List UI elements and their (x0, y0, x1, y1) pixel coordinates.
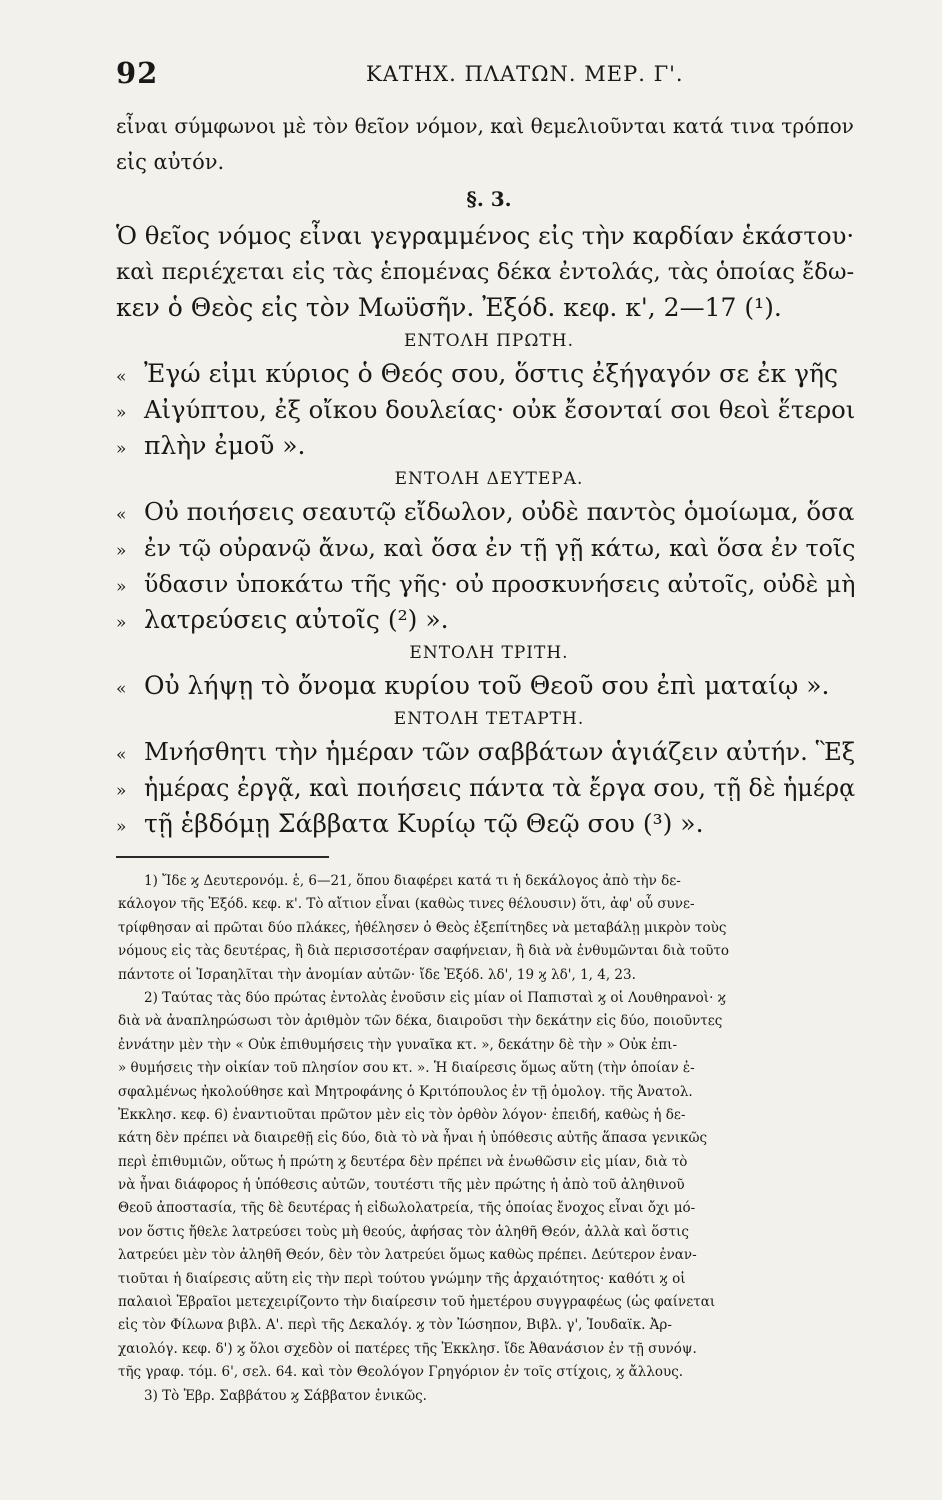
footnote-line: τιοῦται ἡ διαίρεσις αὕτη εἰς τὴν περὶ τούτου γνώμην τῆς ἀρχαιότητος· καθότι ϗ οἱ (118, 1270, 686, 1287)
commandment-line (116, 770, 862, 806)
commandment-line (116, 392, 862, 428)
footnote-line: τρίφθησαν αἱ πρῶται δύο πλάκες, ἠθέλησεν ὁ Θεὸς ἐξεπίτηδες νὰ μεταβάλῃ μικρὸν τοὺς (118, 919, 727, 936)
section-text-line: Ὁ θεῖος νόμος εἶναι γεγραμμένος εἰς τὴν καρδίαν ἑκάστου· (116, 221, 855, 250)
footnote-line: 2) Ταύτας τὰς δύο πρώτας ἐντολὰς ἑνοῦσιν εἰς μίαν οἱ Παπισταὶ ϗ οἱ Λουθηρανοὶ· ϗ (144, 989, 727, 1006)
footnote-line: περὶ ἐπιθυμιῶν, οὕτως ἡ πρώτη ϗ δευτέρα δὲν πρέπει νὰ ἑνωθῶσιν εἰς μίαν, διὰ τὸ (118, 1153, 688, 1170)
commandment-line (116, 356, 862, 392)
footnote-line: Θεοῦ ἀποστασία, τῆς δὲ δευτέρας ἡ εἰδωλολατρεία, τῆς ὁποίας ἔνοχος εἶναι ὄχι μό- (118, 1200, 696, 1217)
commandment-line (116, 734, 862, 770)
footnote-line: νὰ ἦναι διάφορος ἡ ὑπόθεσις αὐτῶν, τουτέστι τῆς μὲν πρώτης ἡ ἀπὸ τοῦ ἀληθινοῦ (118, 1177, 685, 1194)
quote-mark: » (116, 577, 127, 597)
commandment-line (116, 428, 862, 464)
quote-mark: » (116, 613, 127, 633)
commandment-heading: ΕΝΤΟΛΗ ΤΡΙΤΗ. (409, 643, 569, 663)
footnote-line: διὰ νὰ ἀναπληρώσωσι τὸν ἀριθμὸν τῶν δέκα, διαιροῦσι τὴν δεκάτην εἰς δύο, ποιοῦντες (118, 1013, 723, 1030)
page-number: 92 (116, 56, 159, 90)
footnote-line: πάντοτε οἱ Ἰσραηλῖται τὴν ἀνομίαν αὐτῶν· ἴδε Ἐξόδ. λδ', 19 ϗ λδ', 1, 4, 23. (118, 966, 636, 983)
footnote-line: νόμους εἰς τὰς δευτέρας, ἢ διὰ περισσοτέραν σαφήνειαν, ἢ διὰ νὰ ἐνθυμῶνται διὰ τοῦτο (118, 943, 730, 960)
section-number: §. 3. (466, 187, 512, 211)
quote-mark: » (116, 817, 127, 837)
footnote-line: 1) Ἴδε ϗ Δευτερονόμ. ἑ, 6—21, ὅπου διαφέρει κατά τι ἡ δεκάλογος ἀπὸ τὴν δε- (144, 873, 681, 889)
quote-mark: » (116, 781, 127, 801)
footnote-line: κάτη δὲν πρέπει νὰ διαιρεθῇ εἰς δύο, διὰ τὸ νὰ ἦναι ἡ ὑπόθεσις αὐτῆς ἅπασα γενικῶς (118, 1130, 708, 1147)
intro-line: εἶναι σύμφωνοι μὲ τὸν θεῖον νόμον, καὶ θεμελιοῦνται κατά τινα τρόπον (116, 114, 854, 138)
commandment-text: Μνήσθητι τὴν ἡμέραν τῶν σαββάτων ἁγιάζειν αὐτήν. Ἓξ (144, 737, 856, 766)
commandment-line (116, 566, 862, 602)
quote-mark: » (116, 403, 127, 423)
quote-mark: « (116, 679, 127, 699)
footnote-line: χαιολόγ. κεφ. δ') ϗ ὅλοι σχεδὸν οἱ πατέρες τῆς Ἐκκλησ. ἴδε Ἀθανάσιον ἐν τῇ συνόψ. (118, 1340, 697, 1357)
quote-mark: « (116, 745, 127, 765)
commandment-text: λατρεύσεις αὐτοῖς (²) ». (144, 605, 449, 634)
commandment-text: ἡμέρας ἐργᾷ, καὶ ποιήσεις πάντα τὰ ἔργα σου, τῇ δὲ ἡμέρᾳ (144, 774, 856, 802)
quote-mark: » (116, 439, 127, 459)
commandment-text: ἐν τῷ οὐρανῷ ἄνω, καὶ ὅσα ἐν τῇ γῇ κάτω, καὶ ὅσα ἐν τοῖς (144, 534, 856, 562)
commandment-line (116, 494, 862, 530)
footnotes (118, 870, 866, 1408)
footnote-line: εἰς τὸν Φίλωνα βιβλ. Α'. περὶ τῆς Δεκαλόγ. ϗ τὸν Ἰώσηπον, Βιβλ. γ', Ἰουδαϊκ. Ἀρ- (118, 1317, 672, 1334)
footnote-line: κάλογον τῆς Ἐξόδ. κεφ. κ'. Τὸ αἴτιον εἶναι (καθὼς τινες θέλουσιν) ὅτι, ἀφ' οὗ συνε- (118, 896, 695, 913)
commandment-text: τῇ ἑβδόμῃ Σάββατα Κυρίῳ τῷ Θεῷ σου (³) ». (144, 809, 704, 838)
commandment-line (116, 806, 862, 842)
commandment-line (116, 668, 862, 704)
commandment-line (116, 602, 862, 638)
section-text-line: κεν ὁ Θεὸς εἰς τὸν Μωϋσῆν. Ἐξόδ. κεφ. κ', 2—17 (¹). (116, 293, 782, 322)
footnote-line: 3) Τὸ Ἑβρ. Σαββάτου ϗ Σάββατον ἑνικῶς. (144, 1387, 427, 1404)
commandment-heading: ΕΝΤΟΛΗ ΤΕΤΑΡΤΗ. (393, 709, 585, 729)
commandment-text: ὕδασιν ὑποκάτω τῆς γῆς· οὐ προσκυνήσεις αὐτοῖς, οὐδὲ μὴ (144, 570, 856, 598)
footnote-line: σφαλμένως ἠκολούθησε καὶ Μητροφάνης ὁ Κριτόπουλος ἐν τῇ ὁμολογ. τῆς Ἀνατολ. (118, 1083, 693, 1100)
footnote-line: παλαιοὶ Ἑβραῖοι μετεχειρίζοντο τὴν διαίρεσιν τοῦ ἡμετέρου συγγραφέως (ὡς φαίνεται (118, 1294, 716, 1311)
intro-line: εἰς αὐτόν. (116, 150, 225, 174)
footnote-line: λατρεύει μὲν τὸν ἀληθῆ Θεόν, δὲν τὸν λατρεύει ὅμως καθὼς πρέπει. Δεύτερον ἐναν- (118, 1247, 697, 1264)
commandment-text: πλὴν ἐμοῦ ». (144, 431, 306, 460)
footnote-line: νον ὅστις ἤθελε λατρεύσει τοὺς μὴ θεούς, ἀφήσας τὸν ἀληθῆ Θεόν, ἀλλὰ καὶ ὅστις (118, 1223, 689, 1240)
commandment-heading: ΕΝΤΟΛΗ ΠΡΩΤΗ. (404, 331, 574, 351)
quote-mark: « (116, 367, 127, 387)
running-head (116, 56, 862, 90)
footnote-line: Ἐκκλησ. κεφ. 6) ἐναντιοῦται πρῶτον μὲν εἰς τὸν ὀρθὸν λόγον· ἐπειδή, καθὼς ἡ δε- (118, 1106, 686, 1123)
commandment-heading: ΕΝΤΟΛΗ ΔΕΥΤΕΡΑ. (394, 469, 584, 489)
footnote-line: » θυμήσεις τὴν οἰκίαν τοῦ πλησίον σου κτ. ». Ἡ διαίρεσις ὅμως αὕτη (τὴν ὁποίαν ἐ- (118, 1060, 695, 1077)
commandment-line (116, 530, 862, 566)
commandment-text: Ἐγώ εἰμι κύριος ὁ Θεός σου, ὅστις ἐξήγαγόν σε ἐκ γῆς (144, 359, 839, 388)
quote-mark: » (116, 541, 127, 561)
footnote-divider (116, 856, 329, 858)
quote-mark: « (116, 505, 127, 525)
commandment-text: Οὐ λήψῃ τὸ ὄνομα κυρίου τοῦ Θεοῦ σου ἐπὶ ματαίῳ ». (144, 671, 830, 700)
commandment-text: Αἰγύπτου, ἐξ οἴκου δουλείας· οὐκ ἔσονταί σοι θεοὶ ἕτεροι (144, 395, 856, 424)
main-text (116, 108, 862, 842)
running-title: ΚΑΤΗΧ. ΠΛΑΤΩΝ. ΜΕΡ. Γ'. (366, 62, 684, 86)
footnote-line: τῆς γραφ. τόμ. 6', σελ. 64. καὶ τὸν Θεολόγον Γρηγόριον ἐν τοῖς στίχοις, ϗ ἄλλους. (118, 1364, 684, 1381)
section-text-line: καὶ περιέχεται εἰς τὰς ἑπομένας δέκα ἐντολάς, τὰς ὁποίας ἔδω- (116, 259, 855, 285)
footnote-line: ἐννάτην μὲν τὴν « Οὐκ ἐπιθυμήσεις τὴν γυναῖκα κτ. », δεκάτην δὲ τὴν » Οὐκ ἐπι- (118, 1036, 678, 1053)
commandment-text: Οὐ ποιήσεις σεαυτῷ εἴδωλον, οὐδὲ παντὸς ὁμοίωμα, ὅσα (144, 497, 855, 526)
